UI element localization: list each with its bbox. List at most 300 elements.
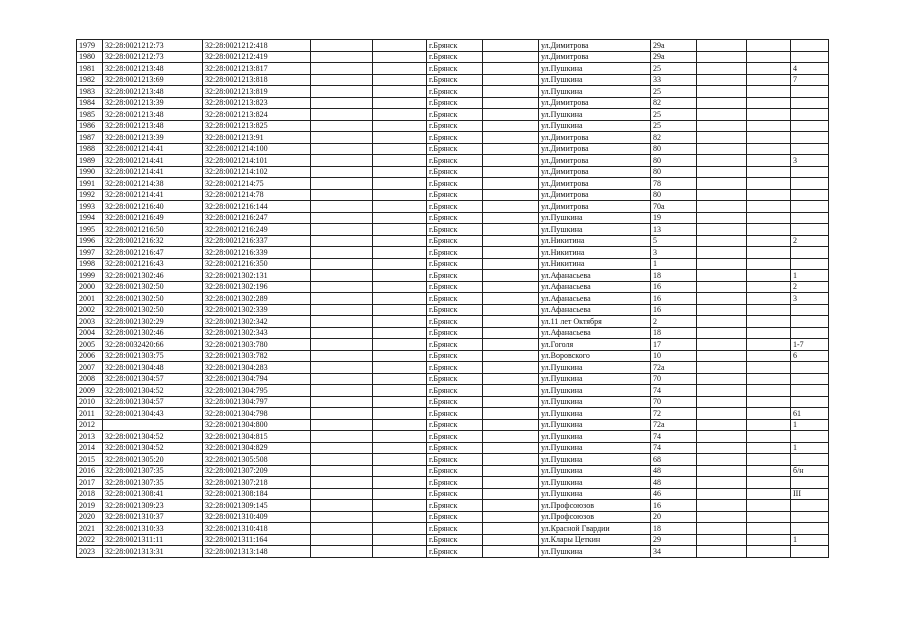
cell-house: 3 (651, 247, 697, 259)
cell-c11 (747, 465, 791, 477)
cell-cad2: 32:28:0021311:164 (203, 534, 311, 546)
cell-city: г.Брянск (427, 74, 483, 86)
cell-c5 (373, 362, 427, 374)
cell-c4 (311, 178, 373, 190)
cell-c11 (747, 546, 791, 558)
cell-c5 (373, 258, 427, 270)
cell-flat: 2 (791, 235, 829, 247)
cell-c5 (373, 316, 427, 328)
cell-c11 (747, 373, 791, 385)
cell-street: ул.Димитрова (539, 143, 651, 155)
table-row (77, 339, 829, 351)
cell-cad1: 32:28:0021213:48 (103, 63, 203, 75)
cell-c4 (311, 235, 373, 247)
cell-flat (791, 500, 829, 512)
cell-cad2: 32:28:0021212:418 (203, 40, 311, 52)
table-row (77, 465, 829, 477)
cell-city: г.Брянск (427, 546, 483, 558)
table-row (77, 546, 829, 558)
cell-c5 (373, 51, 427, 63)
cell-c11 (747, 477, 791, 489)
cell-cad1 (103, 419, 203, 431)
cell-c7 (483, 534, 539, 546)
table-row (77, 132, 829, 144)
cell-c11 (747, 316, 791, 328)
cell-cad1: 32:28:0021302:46 (103, 327, 203, 339)
cell-c5 (373, 86, 427, 98)
cell-c4 (311, 120, 373, 132)
cell-c7 (483, 97, 539, 109)
cell-c7 (483, 155, 539, 167)
cell-flat: 1-7 (791, 339, 829, 351)
cell-c7 (483, 247, 539, 259)
cell-c11 (747, 40, 791, 52)
cell-city: г.Брянск (427, 373, 483, 385)
cell-cad2: 32:28:0021213:823 (203, 97, 311, 109)
table-row (77, 396, 829, 408)
cell-c11 (747, 293, 791, 305)
cell-house: 29а (651, 40, 697, 52)
cell-street: ул.Афанасьева (539, 327, 651, 339)
cell-c7 (483, 189, 539, 201)
cell-c7 (483, 500, 539, 512)
table-row (77, 166, 829, 178)
cell-c4 (311, 350, 373, 362)
table-row (77, 362, 829, 374)
cell-c11 (747, 235, 791, 247)
cell-c5 (373, 511, 427, 523)
cell-cad1: 32:28:0021213:39 (103, 132, 203, 144)
cell-street: ул.Пушкина (539, 442, 651, 454)
cell-flat (791, 511, 829, 523)
cell-c10 (697, 523, 747, 535)
cell-c5 (373, 247, 427, 259)
table-row (77, 316, 829, 328)
cell-street: ул.Димитрова (539, 132, 651, 144)
cell-flat (791, 327, 829, 339)
cell-c10 (697, 362, 747, 374)
table-body (77, 40, 829, 558)
cell-c11 (747, 224, 791, 236)
cell-c11 (747, 419, 791, 431)
cell-flat (791, 109, 829, 121)
cell-c4 (311, 270, 373, 282)
cell-cad2: 32:28:0021216:337 (203, 235, 311, 247)
cell-c10 (697, 155, 747, 167)
cell-flat (791, 362, 829, 374)
cell-c7 (483, 546, 539, 558)
cell-num: 2003 (77, 316, 103, 328)
cell-num: 1999 (77, 270, 103, 282)
cell-cad2: 32:28:0021213:818 (203, 74, 311, 86)
cell-cad1: 32:28:0021214:41 (103, 143, 203, 155)
cell-num: 2006 (77, 350, 103, 362)
cell-street: ул.Афанасьева (539, 281, 651, 293)
cell-c7 (483, 477, 539, 489)
cell-c7 (483, 51, 539, 63)
cell-c11 (747, 511, 791, 523)
cell-c5 (373, 235, 427, 247)
cell-c10 (697, 166, 747, 178)
cell-c10 (697, 442, 747, 454)
cell-street: ул.Пушкина (539, 212, 651, 224)
cell-num: 1987 (77, 132, 103, 144)
cell-cad1: 32:28:0021304:57 (103, 373, 203, 385)
cell-cad2: 32:28:0021302:131 (203, 270, 311, 282)
cell-num: 2004 (77, 327, 103, 339)
cell-house: 74 (651, 442, 697, 454)
cell-flat (791, 166, 829, 178)
cell-c7 (483, 224, 539, 236)
cell-c7 (483, 465, 539, 477)
cell-num: 2009 (77, 385, 103, 397)
cell-c11 (747, 362, 791, 374)
cell-num: 2018 (77, 488, 103, 500)
cell-c11 (747, 304, 791, 316)
cell-c11 (747, 166, 791, 178)
cell-num: 2015 (77, 454, 103, 466)
cell-street: ул.Гоголя (539, 339, 651, 351)
cell-c5 (373, 339, 427, 351)
table-row (77, 442, 829, 454)
cell-c5 (373, 465, 427, 477)
cell-house: 2 (651, 316, 697, 328)
cell-cad1: 32:28:0021304:57 (103, 396, 203, 408)
cell-street: ул.Димитрова (539, 178, 651, 190)
cell-cad2: 32:28:0021214:75 (203, 178, 311, 190)
cell-num: 2012 (77, 419, 103, 431)
cell-city: г.Брянск (427, 454, 483, 466)
cell-cad2: 32:28:0021213:91 (203, 132, 311, 144)
cell-cad2: 32:28:0021313:148 (203, 546, 311, 558)
cell-house: 19 (651, 212, 697, 224)
cell-c4 (311, 316, 373, 328)
cell-c4 (311, 465, 373, 477)
cell-city: г.Брянск (427, 40, 483, 52)
cell-c7 (483, 166, 539, 178)
cell-house: 16 (651, 281, 697, 293)
cell-cad1: 32:28:0021310:37 (103, 511, 203, 523)
cell-num: 2005 (77, 339, 103, 351)
cell-c5 (373, 534, 427, 546)
cell-c5 (373, 189, 427, 201)
cell-c11 (747, 327, 791, 339)
cell-city: г.Брянск (427, 431, 483, 443)
cell-cad1: 32:28:0021214:38 (103, 178, 203, 190)
table-row (77, 327, 829, 339)
cell-cad2: 32:28:0021310:409 (203, 511, 311, 523)
cell-flat (791, 396, 829, 408)
cell-c10 (697, 385, 747, 397)
cell-flat (791, 212, 829, 224)
cell-num: 1994 (77, 212, 103, 224)
cell-num: 1982 (77, 74, 103, 86)
cell-num: 1995 (77, 224, 103, 236)
cell-street: ул.Пушкина (539, 385, 651, 397)
cell-c5 (373, 431, 427, 443)
cell-c4 (311, 293, 373, 305)
table-row (77, 97, 829, 109)
cell-cad1: 32:28:0021216:43 (103, 258, 203, 270)
cell-c7 (483, 293, 539, 305)
cell-num: 2013 (77, 431, 103, 443)
cell-street: ул.Пушкина (539, 419, 651, 431)
cell-house: 5 (651, 235, 697, 247)
cell-city: г.Брянск (427, 385, 483, 397)
table-row (77, 419, 829, 431)
cell-c4 (311, 373, 373, 385)
cell-street: ул.Пушкина (539, 396, 651, 408)
cell-cad1: 32:28:0021304:52 (103, 431, 203, 443)
cell-c5 (373, 500, 427, 512)
cell-c4 (311, 97, 373, 109)
cell-cad1: 32:28:0021302:50 (103, 304, 203, 316)
cell-city: г.Брянск (427, 212, 483, 224)
table-row (77, 63, 829, 75)
cell-c7 (483, 385, 539, 397)
cell-flat (791, 40, 829, 52)
cell-house: 78 (651, 178, 697, 190)
cell-city: г.Брянск (427, 270, 483, 282)
cell-c7 (483, 109, 539, 121)
cell-cad2: 32:28:0021309:145 (203, 500, 311, 512)
cell-cad2: 32:28:0021213:817 (203, 63, 311, 75)
cell-c4 (311, 534, 373, 546)
cell-c11 (747, 442, 791, 454)
cell-c5 (373, 270, 427, 282)
cell-c11 (747, 109, 791, 121)
cell-c4 (311, 454, 373, 466)
cell-c7 (483, 339, 539, 351)
cell-c10 (697, 258, 747, 270)
cell-cad1: 32:28:0021302:50 (103, 293, 203, 305)
cell-city: г.Брянск (427, 281, 483, 293)
table-row (77, 523, 829, 535)
cell-num: 1983 (77, 86, 103, 98)
cell-c10 (697, 178, 747, 190)
cell-num: 1990 (77, 166, 103, 178)
cell-c11 (747, 454, 791, 466)
cell-cad1: 32:28:0021302:46 (103, 270, 203, 282)
cell-house: 80 (651, 155, 697, 167)
cell-c11 (747, 523, 791, 535)
cell-city: г.Брянск (427, 132, 483, 144)
cell-num: 1996 (77, 235, 103, 247)
cell-house: 72а (651, 362, 697, 374)
cell-c5 (373, 304, 427, 316)
cell-c5 (373, 327, 427, 339)
cell-c5 (373, 523, 427, 535)
cell-flat: б/н (791, 465, 829, 477)
cell-street: ул.Димитрова (539, 40, 651, 52)
cell-num: 1992 (77, 189, 103, 201)
cell-c7 (483, 523, 539, 535)
cell-house: 18 (651, 270, 697, 282)
table-row (77, 270, 829, 282)
cell-num: 2000 (77, 281, 103, 293)
cell-c10 (697, 40, 747, 52)
cell-cad1: 32:28:0032420:66 (103, 339, 203, 351)
cell-street: ул.Афанасьева (539, 270, 651, 282)
cell-num: 1981 (77, 63, 103, 75)
cell-c11 (747, 270, 791, 282)
cell-cad2: 32:28:0021213:819 (203, 86, 311, 98)
cell-cad2: 32:28:0021307:218 (203, 477, 311, 489)
cell-city: г.Брянск (427, 534, 483, 546)
cell-flat (791, 132, 829, 144)
cell-c5 (373, 396, 427, 408)
cell-c4 (311, 74, 373, 86)
cell-street: ул.Никитина (539, 235, 651, 247)
cell-c10 (697, 143, 747, 155)
table-row (77, 477, 829, 489)
cell-num: 1986 (77, 120, 103, 132)
cell-cad1: 32:28:0021214:41 (103, 155, 203, 167)
cell-num: 1985 (77, 109, 103, 121)
cell-c10 (697, 546, 747, 558)
cell-house: 18 (651, 327, 697, 339)
cell-num: 2008 (77, 373, 103, 385)
cell-c7 (483, 362, 539, 374)
cell-city: г.Брянск (427, 304, 483, 316)
cell-c11 (747, 385, 791, 397)
table-row (77, 178, 829, 190)
cell-flat (791, 304, 829, 316)
cell-street: ул.Пушкина (539, 477, 651, 489)
cell-house: 29а (651, 51, 697, 63)
cell-street: ул.Пушкина (539, 63, 651, 75)
cell-c10 (697, 201, 747, 213)
cell-c10 (697, 316, 747, 328)
cell-flat (791, 178, 829, 190)
cell-cad2: 32:28:0021302:196 (203, 281, 311, 293)
cell-c4 (311, 201, 373, 213)
cell-c10 (697, 488, 747, 500)
cell-cad1: 32:28:0021304:48 (103, 362, 203, 374)
cell-street: ул.Профсоюзов (539, 511, 651, 523)
cell-c10 (697, 304, 747, 316)
cell-cad1: 32:28:0021303:75 (103, 350, 203, 362)
cell-city: г.Брянск (427, 86, 483, 98)
cell-house: 48 (651, 477, 697, 489)
cell-house: 70 (651, 396, 697, 408)
cell-num: 2014 (77, 442, 103, 454)
cell-c7 (483, 327, 539, 339)
cell-c5 (373, 74, 427, 86)
cell-c5 (373, 143, 427, 155)
cell-flat (791, 546, 829, 558)
cell-c10 (697, 350, 747, 362)
cell-house: 10 (651, 350, 697, 362)
cell-cad1: 32:28:0021214:41 (103, 166, 203, 178)
cell-street: ул.Пушкина (539, 408, 651, 420)
cell-c4 (311, 258, 373, 270)
cell-c4 (311, 224, 373, 236)
cell-flat (791, 51, 829, 63)
cell-c7 (483, 201, 539, 213)
cell-c7 (483, 63, 539, 75)
cell-house: 46 (651, 488, 697, 500)
cell-c4 (311, 63, 373, 75)
cell-cad1: 32:28:0021307:35 (103, 477, 203, 489)
cell-cad1: 32:28:0021304:52 (103, 385, 203, 397)
table-row (77, 86, 829, 98)
cell-street: ул.Пушкина (539, 465, 651, 477)
cell-city: г.Брянск (427, 465, 483, 477)
cell-cad2: 32:28:0021302:342 (203, 316, 311, 328)
cell-flat: III (791, 488, 829, 500)
cell-c11 (747, 212, 791, 224)
cell-cad2: 32:28:0021302:339 (203, 304, 311, 316)
table-row (77, 120, 829, 132)
cell-c7 (483, 408, 539, 420)
cell-city: г.Брянск (427, 442, 483, 454)
cell-street: ул.Пушкина (539, 120, 651, 132)
cell-c11 (747, 97, 791, 109)
cell-flat (791, 247, 829, 259)
cell-c4 (311, 488, 373, 500)
cell-house: 25 (651, 109, 697, 121)
cell-house: 34 (651, 546, 697, 558)
cell-c4 (311, 327, 373, 339)
cell-street: ул.Пушкина (539, 546, 651, 558)
cell-c10 (697, 120, 747, 132)
cell-c11 (747, 201, 791, 213)
cell-city: г.Брянск (427, 63, 483, 75)
cell-house: 72а (651, 419, 697, 431)
cell-cad2: 32:28:0021216:339 (203, 247, 311, 259)
cell-city: г.Брянск (427, 201, 483, 213)
cell-cad2: 32:28:0021308:184 (203, 488, 311, 500)
cell-c5 (373, 63, 427, 75)
cell-street: ул.11 лет Октября (539, 316, 651, 328)
cell-c11 (747, 86, 791, 98)
cell-city: г.Брянск (427, 408, 483, 420)
cell-c7 (483, 120, 539, 132)
cell-c11 (747, 431, 791, 443)
cell-cad2: 32:28:0021304:815 (203, 431, 311, 443)
cell-cad1: 32:28:0021213:48 (103, 86, 203, 98)
cell-c4 (311, 442, 373, 454)
cell-c7 (483, 442, 539, 454)
table-row (77, 500, 829, 512)
table-row (77, 143, 829, 155)
cell-street: ул.Пушкина (539, 86, 651, 98)
cell-c11 (747, 189, 791, 201)
table-row (77, 74, 829, 86)
cell-c5 (373, 350, 427, 362)
cell-flat (791, 97, 829, 109)
cell-c4 (311, 132, 373, 144)
table-row (77, 51, 829, 63)
cell-num: 2011 (77, 408, 103, 420)
cell-c4 (311, 523, 373, 535)
cell-c10 (697, 189, 747, 201)
cell-cad2: 32:28:0021305:508 (203, 454, 311, 466)
cell-c10 (697, 408, 747, 420)
cell-street: ул.Димитрова (539, 51, 651, 63)
cell-cad2: 32:28:0021304:829 (203, 442, 311, 454)
cell-city: г.Брянск (427, 339, 483, 351)
cell-house: 18 (651, 523, 697, 535)
cell-c5 (373, 477, 427, 489)
cell-c4 (311, 51, 373, 63)
cell-c5 (373, 97, 427, 109)
cell-num: 2019 (77, 500, 103, 512)
cell-c5 (373, 178, 427, 190)
cell-c5 (373, 385, 427, 397)
cell-c7 (483, 431, 539, 443)
